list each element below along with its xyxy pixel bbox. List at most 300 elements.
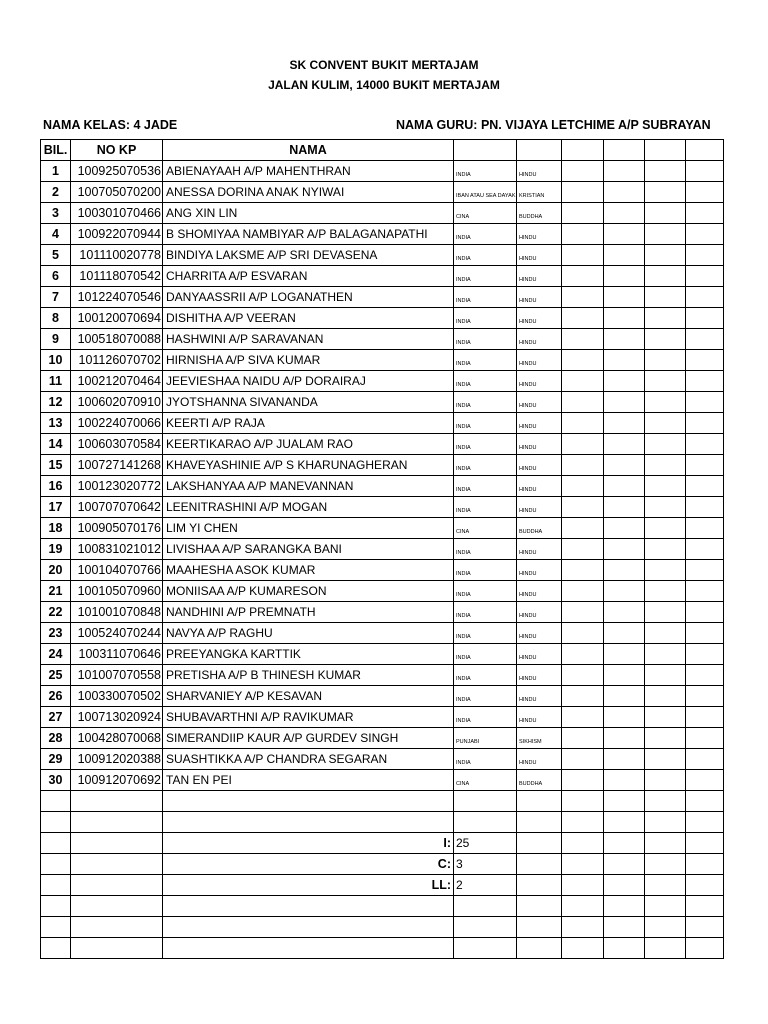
religion-cell: HINDU: [517, 665, 562, 686]
table-row: [41, 371, 724, 392]
blank-cell: [562, 812, 604, 833]
student-name: DISHITHA A/P VEERAN: [163, 308, 454, 329]
blank-cell: [604, 770, 645, 791]
row-number: 1: [41, 161, 71, 182]
blank-cell: [41, 875, 71, 896]
student-name: SHUBAVARTHNI A/P RAVIKUMAR: [163, 707, 454, 728]
column-header-blank: [517, 140, 562, 161]
blank-cell: [604, 707, 645, 728]
blank-cell: [686, 224, 724, 245]
blank-cell: [604, 518, 645, 539]
row-number: 4: [41, 224, 71, 245]
table-row: [41, 392, 724, 413]
religion-cell: HINDU: [517, 476, 562, 497]
blank-cell: [645, 224, 686, 245]
religion-cell: HINDU: [517, 245, 562, 266]
blank-cell: [686, 329, 724, 350]
religion-cell: BUDDHA: [517, 770, 562, 791]
blank-cell: [686, 539, 724, 560]
column-header-bil: BIL.: [41, 140, 71, 161]
race-cell: INDIA: [454, 749, 517, 770]
summary-label: C:: [163, 854, 454, 875]
row-number: 23: [41, 623, 71, 644]
blank-cell: [686, 182, 724, 203]
blank-cell: [562, 308, 604, 329]
blank-cell: [562, 686, 604, 707]
blank-cell: [604, 203, 645, 224]
blank-cell: [604, 371, 645, 392]
blank-cell: [645, 917, 686, 938]
blank-cell: [562, 455, 604, 476]
summary-value: 2: [454, 875, 517, 896]
table-row: [41, 413, 724, 434]
student-name: LEENITRASHINI A/P MOGAN: [163, 497, 454, 518]
student-name: ANESSA DORINA ANAK NYIWAI: [163, 182, 454, 203]
blank-cell: [604, 392, 645, 413]
blank-cell: [604, 602, 645, 623]
race-cell: INDIA: [454, 581, 517, 602]
blank-cell: [645, 623, 686, 644]
row-number: 10: [41, 350, 71, 371]
row-number: 2: [41, 182, 71, 203]
religion-cell: HINDU: [517, 161, 562, 182]
row-number: 11: [41, 371, 71, 392]
ic-number: 101126070702: [71, 350, 163, 371]
blank-cell: [645, 896, 686, 917]
blank-cell: [645, 833, 686, 854]
blank-cell: [163, 896, 454, 917]
ic-number: 100524070244: [71, 623, 163, 644]
student-name: BINDIYA LAKSME A/P SRI DEVASENA: [163, 245, 454, 266]
religion-cell: HINDU: [517, 623, 562, 644]
blank-cell: [562, 203, 604, 224]
blank-cell: [686, 728, 724, 749]
blank-cell: [41, 917, 71, 938]
race-cell: INDIA: [454, 413, 517, 434]
blank-cell: [645, 665, 686, 686]
ic-number: 100518070088: [71, 329, 163, 350]
religion-cell: HINDU: [517, 644, 562, 665]
ic-number: 101118070542: [71, 266, 163, 287]
blank-cell: [517, 833, 562, 854]
table-row: [41, 749, 724, 770]
blank-cell: [163, 938, 454, 959]
race-cell: INDIA: [454, 539, 517, 560]
student-name: PRETISHA A/P B THINESH KUMAR: [163, 665, 454, 686]
blank-cell: [686, 245, 724, 266]
blank-cell: [645, 560, 686, 581]
blank-cell: [71, 875, 163, 896]
student-name: LIVISHAA A/P SARANGKA BANI: [163, 539, 454, 560]
blank-cell: [604, 833, 645, 854]
blank-cell: [562, 476, 604, 497]
blank-cell: [686, 413, 724, 434]
blank-cell: [562, 644, 604, 665]
blank-cell: [604, 245, 645, 266]
row-number: 29: [41, 749, 71, 770]
student-name: SIMERANDIIP KAUR A/P GURDEV SINGH: [163, 728, 454, 749]
blank-cell: [71, 938, 163, 959]
blank-cell: [562, 329, 604, 350]
religion-cell: HINDU: [517, 266, 562, 287]
blank-cell: [645, 266, 686, 287]
blank-cell: [686, 560, 724, 581]
religion-cell: KRISTIAN: [517, 182, 562, 203]
table-row: [41, 707, 724, 728]
table-row: [41, 266, 724, 287]
school-name: SK CONVENT BUKIT MERTAJAM: [289, 58, 479, 72]
student-name: NANDHINI A/P PREMNATH: [163, 602, 454, 623]
column-header-blank: [645, 140, 686, 161]
blank-cell: [604, 161, 645, 182]
blank-cell: [562, 392, 604, 413]
blank-cell: [517, 938, 562, 959]
table-row: [41, 497, 724, 518]
blank-cell: [645, 371, 686, 392]
class-name-label: NAMA KELAS: 4 JADE: [43, 118, 178, 132]
row-number: 28: [41, 728, 71, 749]
religion-cell: HINDU: [517, 434, 562, 455]
blank-cell: [604, 854, 645, 875]
race-cell: IBAN ATAU SEA DAYAK: [454, 182, 517, 203]
row-number: 30: [41, 770, 71, 791]
blank-cell: [686, 308, 724, 329]
student-name: DANYAASSRII A/P LOGANATHEN: [163, 287, 454, 308]
row-number: 15: [41, 455, 71, 476]
blank-cell: [562, 728, 604, 749]
blank-cell: [686, 392, 724, 413]
blank-cell: [517, 791, 562, 812]
blank-cell: [686, 791, 724, 812]
student-name: JEEVIESHAA NAIDU A/P DORAIRAJ: [163, 371, 454, 392]
blank-cell: [562, 749, 604, 770]
table-row: [41, 581, 724, 602]
religion-cell: HINDU: [517, 539, 562, 560]
blank-cell: [686, 371, 724, 392]
ic-number: 101110020778: [71, 245, 163, 266]
blank-cell: [604, 896, 645, 917]
blank-cell: [604, 686, 645, 707]
blank-cell: [604, 476, 645, 497]
blank-cell: [71, 791, 163, 812]
blank-cell: [71, 854, 163, 875]
ic-number: 100212070464: [71, 371, 163, 392]
student-name: KEERTI A/P RAJA: [163, 413, 454, 434]
blank-cell: [562, 665, 604, 686]
blank-cell: [604, 581, 645, 602]
race-cell: CINA: [454, 203, 517, 224]
race-cell: INDIA: [454, 602, 517, 623]
religion-cell: BUDDHA: [517, 518, 562, 539]
school-address: JALAN KULIM, 14000 BUKIT MERTAJAM: [268, 78, 500, 92]
religion-cell: HINDU: [517, 287, 562, 308]
summary-value: 3: [454, 854, 517, 875]
row-number: 22: [41, 602, 71, 623]
row-number: 3: [41, 203, 71, 224]
blank-cell: [163, 812, 454, 833]
student-name: PREEYANGKA KARTTIK: [163, 644, 454, 665]
ic-number: 100330070502: [71, 686, 163, 707]
row-number: 18: [41, 518, 71, 539]
row-number: 8: [41, 308, 71, 329]
ic-number: 100428070068: [71, 728, 163, 749]
blank-cell: [454, 917, 517, 938]
blank-cell: [454, 791, 517, 812]
student-name: LAKSHANYAA A/P MANEVANNAN: [163, 476, 454, 497]
blank-cell: [686, 203, 724, 224]
blank-cell: [604, 917, 645, 938]
race-cell: INDIA: [454, 350, 517, 371]
student-name: ABIENAYAAH A/P MAHENTHRAN: [163, 161, 454, 182]
blank-cell: [71, 812, 163, 833]
blank-cell: [562, 413, 604, 434]
summary-row: [41, 854, 724, 875]
ic-number: 101224070546: [71, 287, 163, 308]
column-header-blank: [686, 140, 724, 161]
blank-cell: [562, 161, 604, 182]
blank-cell: [562, 833, 604, 854]
table-row: [41, 308, 724, 329]
blank-cell: [645, 434, 686, 455]
blank-cell: [562, 182, 604, 203]
blank-cell: [645, 854, 686, 875]
religion-cell: HINDU: [517, 560, 562, 581]
blank-cell: [645, 308, 686, 329]
table-row: [41, 728, 724, 749]
race-cell: CINA: [454, 518, 517, 539]
religion-cell: HINDU: [517, 413, 562, 434]
blank-cell: [686, 602, 724, 623]
ic-number: 100705070200: [71, 182, 163, 203]
blank-cell: [41, 896, 71, 917]
blank-cell: [41, 938, 71, 959]
blank-cell: [645, 644, 686, 665]
race-cell: INDIA: [454, 371, 517, 392]
row-number: 16: [41, 476, 71, 497]
blank-cell: [41, 791, 71, 812]
blank-cell: [686, 350, 724, 371]
religion-cell: HINDU: [517, 308, 562, 329]
blank-cell: [686, 518, 724, 539]
blank-cell: [645, 413, 686, 434]
race-cell: INDIA: [454, 623, 517, 644]
ic-number: 101007070558: [71, 665, 163, 686]
race-cell: INDIA: [454, 224, 517, 245]
blank-cell: [562, 602, 604, 623]
blank-cell: [562, 224, 604, 245]
race-cell: INDIA: [454, 392, 517, 413]
table-row: [41, 182, 724, 203]
blank-cell: [562, 581, 604, 602]
blank-cell: [604, 455, 645, 476]
blank-cell: [562, 350, 604, 371]
blank-cell: [686, 623, 724, 644]
blank-cell: [604, 413, 645, 434]
blank-cell: [562, 287, 604, 308]
race-cell: INDIA: [454, 686, 517, 707]
row-number: 24: [41, 644, 71, 665]
table-row: [41, 686, 724, 707]
race-cell: INDIA: [454, 665, 517, 686]
empty-row: [41, 938, 724, 959]
blank-cell: [41, 854, 71, 875]
race-cell: INDIA: [454, 245, 517, 266]
ic-number: 100603070584: [71, 434, 163, 455]
column-header-blank: [562, 140, 604, 161]
religion-cell: HINDU: [517, 329, 562, 350]
blank-cell: [562, 266, 604, 287]
blank-cell: [562, 518, 604, 539]
blank-cell: [645, 602, 686, 623]
table-row: [41, 623, 724, 644]
teacher-name-label: NAMA GURU: PN. VIJAYA LETCHIME A/P SUBRAYAN: [396, 118, 711, 132]
blank-cell: [645, 497, 686, 518]
ic-number: 100713020924: [71, 707, 163, 728]
column-header-blank: [454, 140, 517, 161]
blank-cell: [645, 203, 686, 224]
ic-number: 100912070692: [71, 770, 163, 791]
blank-cell: [645, 518, 686, 539]
student-name: KHAVEYASHINIE A/P S KHARUNAGHERAN: [163, 455, 454, 476]
summary-label: I:: [163, 833, 454, 854]
blank-cell: [645, 329, 686, 350]
blank-cell: [645, 476, 686, 497]
blank-cell: [562, 875, 604, 896]
table-row: [41, 245, 724, 266]
blank-cell: [604, 560, 645, 581]
row-number: 27: [41, 707, 71, 728]
student-name: MONIISAA A/P KUMARESON: [163, 581, 454, 602]
blank-cell: [454, 938, 517, 959]
blank-cell: [686, 434, 724, 455]
blank-cell: [604, 623, 645, 644]
blank-cell: [71, 896, 163, 917]
blank-cell: [686, 854, 724, 875]
blank-cell: [604, 875, 645, 896]
race-cell: INDIA: [454, 266, 517, 287]
column-header-blank: [604, 140, 645, 161]
blank-cell: [454, 812, 517, 833]
student-table: [40, 139, 724, 959]
blank-cell: [517, 896, 562, 917]
row-number: 7: [41, 287, 71, 308]
blank-cell: [517, 812, 562, 833]
blank-cell: [645, 770, 686, 791]
row-number: 21: [41, 581, 71, 602]
empty-row: [41, 917, 724, 938]
row-number: 14: [41, 434, 71, 455]
blank-cell: [686, 161, 724, 182]
blank-cell: [517, 854, 562, 875]
ic-number: 100905070176: [71, 518, 163, 539]
student-name: KEERTIKARAO A/P JUALAM RAO: [163, 434, 454, 455]
blank-cell: [645, 350, 686, 371]
race-cell: INDIA: [454, 161, 517, 182]
blank-cell: [686, 644, 724, 665]
table-row: [41, 350, 724, 371]
blank-cell: [604, 350, 645, 371]
blank-cell: [604, 266, 645, 287]
blank-cell: [686, 707, 724, 728]
student-name: NAVYA A/P RAGHU: [163, 623, 454, 644]
row-number: 13: [41, 413, 71, 434]
student-name: TAN EN PEI: [163, 770, 454, 791]
row-number: 9: [41, 329, 71, 350]
blank-cell: [604, 308, 645, 329]
race-cell: INDIA: [454, 329, 517, 350]
blank-cell: [562, 497, 604, 518]
blank-cell: [517, 875, 562, 896]
blank-cell: [686, 917, 724, 938]
blank-cell: [562, 938, 604, 959]
blank-cell: [562, 707, 604, 728]
blank-cell: [562, 245, 604, 266]
student-name: MAAHESHA ASOK KUMAR: [163, 560, 454, 581]
blank-cell: [686, 875, 724, 896]
blank-cell: [562, 917, 604, 938]
blank-cell: [645, 875, 686, 896]
race-cell: CINA: [454, 770, 517, 791]
blank-cell: [645, 686, 686, 707]
blank-cell: [645, 791, 686, 812]
blank-cell: [686, 497, 724, 518]
blank-cell: [645, 812, 686, 833]
religion-cell: HINDU: [517, 602, 562, 623]
summary-row: [41, 833, 724, 854]
blank-cell: [562, 623, 604, 644]
student-name: ANG XIN LIN: [163, 203, 454, 224]
blank-cell: [562, 854, 604, 875]
blank-cell: [604, 644, 645, 665]
blank-cell: [645, 287, 686, 308]
religion-cell: HINDU: [517, 707, 562, 728]
student-name: B SHOMIYAA NAMBIYAR A/P BALAGANAPATHI: [163, 224, 454, 245]
table-row: [41, 539, 724, 560]
student-name: LIM YI CHEN: [163, 518, 454, 539]
religion-cell: HINDU: [517, 455, 562, 476]
blank-cell: [454, 896, 517, 917]
race-cell: INDIA: [454, 707, 517, 728]
table-row: [41, 770, 724, 791]
blank-cell: [604, 812, 645, 833]
row-number: 26: [41, 686, 71, 707]
table-row: [41, 476, 724, 497]
blank-cell: [562, 770, 604, 791]
race-cell: INDIA: [454, 644, 517, 665]
blank-cell: [604, 434, 645, 455]
table-row: [41, 560, 724, 581]
blank-cell: [604, 287, 645, 308]
column-header-no-kp: NO KP: [71, 140, 163, 161]
ic-number: 100912020388: [71, 749, 163, 770]
table-row: [41, 224, 724, 245]
religion-cell: SIKHISM: [517, 728, 562, 749]
ic-number: 100311070646: [71, 644, 163, 665]
blank-cell: [645, 245, 686, 266]
blank-cell: [686, 896, 724, 917]
religion-cell: HINDU: [517, 350, 562, 371]
blank-cell: [604, 329, 645, 350]
blank-cell: [604, 749, 645, 770]
blank-cell: [71, 833, 163, 854]
student-name: SHARVANIEY A/P KESAVAN: [163, 686, 454, 707]
ic-number: 100224070066: [71, 413, 163, 434]
blank-cell: [686, 266, 724, 287]
table-row: [41, 455, 724, 476]
blank-cell: [686, 476, 724, 497]
ic-number: 100120070694: [71, 308, 163, 329]
row-number: 12: [41, 392, 71, 413]
